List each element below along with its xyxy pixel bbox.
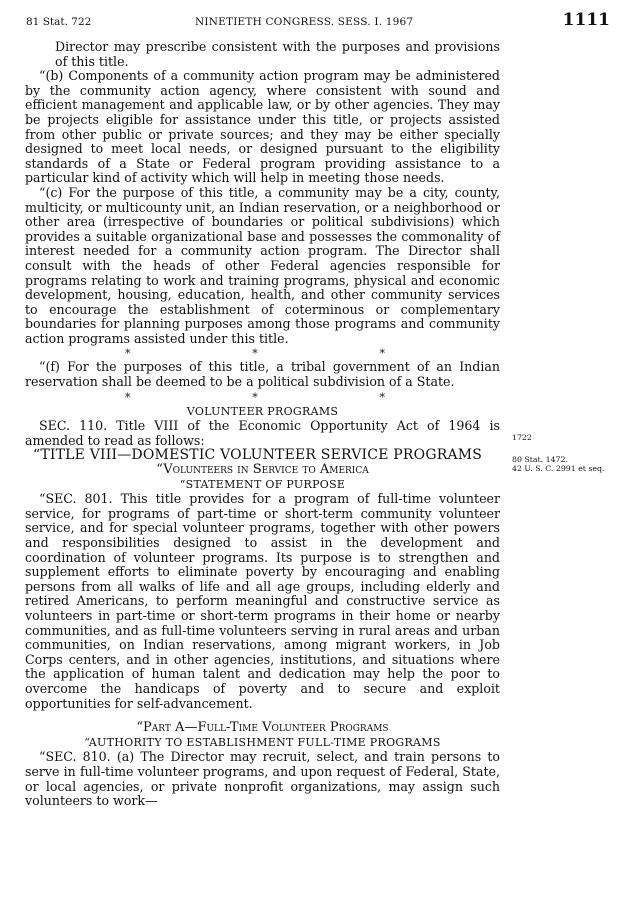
margin-note-line: 80 Stat. 1472. bbox=[512, 455, 568, 464]
section-110: SEC. 110. Title VIII of the Economic Opportunity Act of 1964 is amended to read as follows: bbox=[25, 418, 500, 448]
header-citation: 81 Stat. 722 bbox=[26, 16, 92, 28]
title-viii-heading: “TITLE VIII—DOMESTIC VOLUNTEER SERVICE PROGRAMS bbox=[33, 447, 483, 464]
margin-note-stat: 1722 bbox=[512, 433, 532, 442]
star: * bbox=[125, 347, 131, 361]
paragraph-f: “(f) For the purposes of this title, a tribal government of an Indian reservation shall be deemed to be a political subdivision of a State. bbox=[25, 359, 500, 390]
document-body bbox=[25, 40, 500, 809]
section-801: “SEC. 801. This title provides for a program of full-time volunteer service, for programs of part-time or short-term community volunteer service, and for special volunteer programs, together with other powers and responsibilities designed to assist in the development and coordination of volunteer programs. Its purpose is to strengthen and supplement efforts to eliminate poverty by encouraging and enabling persons from all walks of life and all age groups, including elderly and retired Americans, to perform meaningful and constructive service as volunteers in part-time or short-term programs in their home or nearby communities, and as full-time volunteers serving in rural areas and urban communities, on Indian reservations, among migrant workers, in Job Corps centers, and in other agencies, institutions, and situations where the application of human talent and dedication may help the poor to overcome the handicaps of poverty and to secure and exploit opportunities for self-advancement. bbox=[25, 491, 500, 711]
part-a-heading: “Part A—Full-Time Volunteer Programs bbox=[136, 720, 389, 736]
header-congress: NINETIETH CONGRESS. SESS. I. 1967 bbox=[195, 16, 414, 28]
statement-of-purpose-heading: “STATEMENT OF PURPOSE bbox=[179, 477, 346, 491]
margin-note-citation bbox=[512, 455, 605, 473]
star: * bbox=[252, 347, 258, 361]
page-number: 1111 bbox=[562, 10, 610, 30]
omission-stars bbox=[125, 392, 385, 404]
volunteer-programs-heading bbox=[25, 404, 500, 420]
vista-heading: “Volunteers in Service to America bbox=[156, 462, 369, 478]
paragraph-continuation: Director may prescribe consistent with the purposes and provisions of this title. bbox=[55, 39, 500, 69]
volunteer-programs-heading-text: VOLUNTEER PROGRAMS bbox=[186, 404, 339, 418]
star: * bbox=[379, 347, 385, 361]
paragraph-c: “(c) For the purpose of this title, a community may be a city, county, multicity, or multicounty unit, an Indian reservation, or a neighborhood or other area (irrespective of boundaries or political subdivisions) which provides a suitable organizational base and possesses the commonality of interest needed for a community action program. The Director shall consult with the heads of other Federal agencies responsible for programs relating to work and training programs, physical and economic development, housing, education, health, and other community services to encourage the establishment of coterminous or complementary boundaries for planning purposes among those programs and community action programs assisted under this title. bbox=[25, 184, 500, 346]
margin-note-line: 42 U. S. C. 2991 et seq. bbox=[512, 464, 605, 473]
star: * bbox=[252, 390, 258, 404]
paragraph-b: “(b) Components of a community action program may be administered by the community action agency, where consistent with sound and efficient management and applicable law, or by other agencies. They may be projects eligible for assistance under this title, or projects assisted from other public or private sources; and they may be either specially designed to meet local needs, or designed pursuant to the eligibility standards of a State or Federal program providing assistance to a particular kind of activity which will help in meeting those needs. bbox=[25, 68, 500, 186]
star: * bbox=[125, 390, 131, 404]
star: * bbox=[379, 390, 385, 404]
authority-heading: “AUTHORITY TO ESTABLISHMENT FULL-TIME PROGRAMS bbox=[84, 735, 441, 749]
section-810: “SEC. 810. (a) The Director may recruit, select, and train persons to serve in full-time volunteer programs, and upon request of Federal, State, or local agencies, or private nonprofit organizations, may assign such volunteers to work— bbox=[25, 749, 500, 809]
